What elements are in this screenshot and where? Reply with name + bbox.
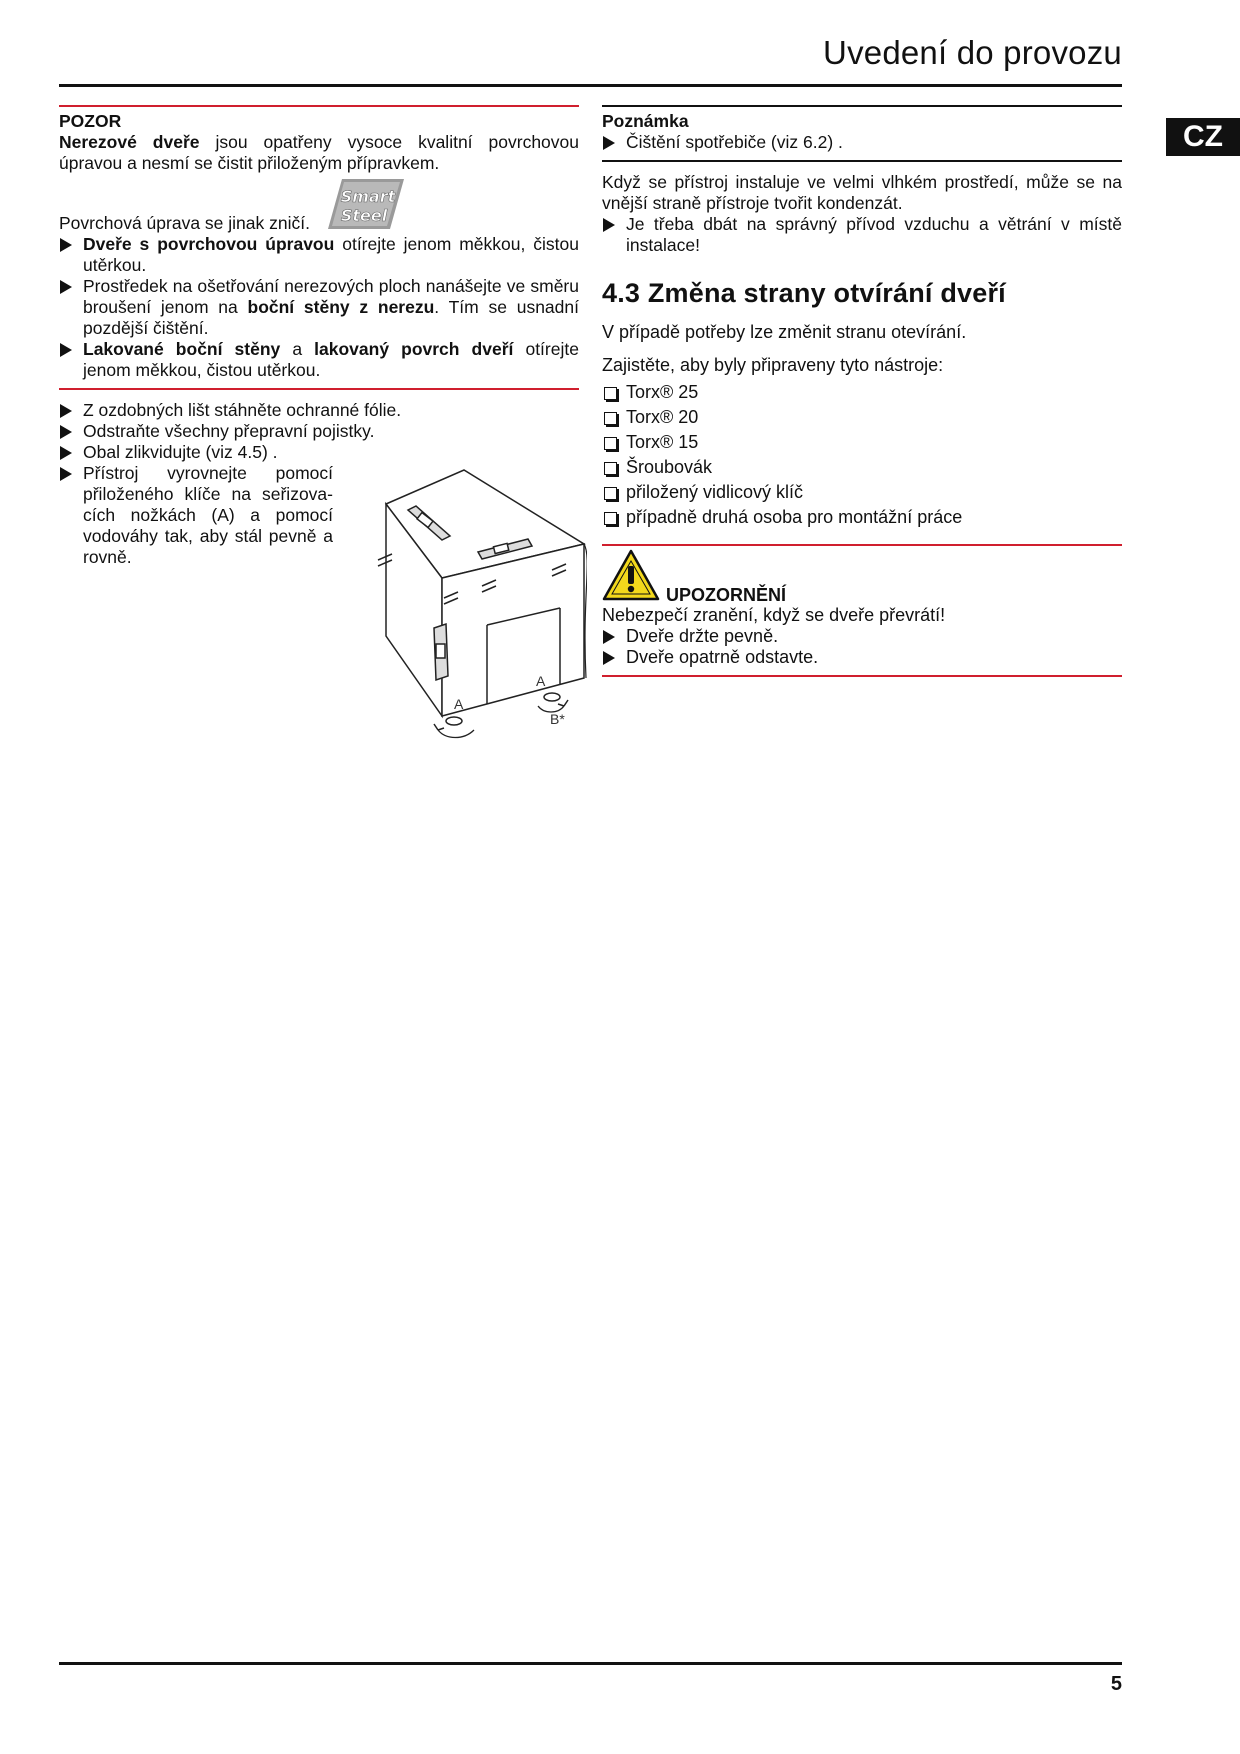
checkbox-icon bbox=[604, 512, 617, 525]
caution-text-rest: jsou opatřeny vysoce kvalitní povrchovou úpravou a nesmí se čistit přiloženým přípravkem. bbox=[59, 132, 579, 173]
caution-list-block bbox=[59, 213, 579, 381]
item-text: Přístroj vyrovnejte pomocí přiloženého klíče na seřizova-cích nožkách (A) a pomocí vodováhy tak, aby stál pevně a rovně. bbox=[83, 463, 333, 567]
smart-logo-line1: Smart bbox=[340, 187, 396, 206]
bullet-arrow-icon bbox=[60, 238, 72, 252]
list-item bbox=[59, 339, 579, 381]
item-bold: boční stěny z nerezu bbox=[247, 297, 435, 317]
item-text: otírejte jenom měkkou, čistou utěrkou. bbox=[83, 234, 579, 275]
item-text: Dveře držte pevně. bbox=[626, 626, 779, 646]
checkbox-icon bbox=[604, 387, 617, 400]
item-text: otírejte jenom měkkou, čistou utěrkou. bbox=[83, 339, 579, 380]
caution-bottom-rule bbox=[59, 388, 579, 390]
section-intro: V případě potřeby lze změnit stranu otevírání. bbox=[602, 322, 967, 342]
tools-block bbox=[602, 380, 1122, 530]
caution-block bbox=[59, 111, 579, 174]
foot-label-a-left: A bbox=[454, 696, 464, 712]
item-text: Odstraňte všechny přepravní pojistky. bbox=[83, 421, 375, 441]
list-item bbox=[602, 380, 1122, 405]
list-item bbox=[59, 400, 579, 421]
list-item bbox=[59, 463, 333, 568]
foot-label-a-right: A bbox=[536, 673, 546, 689]
list-item bbox=[602, 132, 1122, 153]
humidity-list bbox=[602, 214, 1122, 256]
list-item bbox=[602, 647, 1122, 668]
list-item bbox=[602, 480, 1122, 505]
note-list bbox=[602, 132, 1122, 153]
humidity-text: Když se přístroj instaluje ve velmi vlhkém prostředí, může se na vnější straně přístroje tvořit kondenzát. bbox=[602, 172, 1122, 213]
language-tab: CZ bbox=[1166, 118, 1240, 156]
checkbox-icon bbox=[604, 437, 617, 450]
item-text: Prostředek na ošetřování nerezových ploch nanášejte ve směru broušení jenom na bbox=[83, 276, 579, 317]
item-text: Torx® 20 bbox=[626, 407, 699, 427]
item-text: Dveře opatrně odstavte. bbox=[626, 647, 819, 667]
checkbox-icon bbox=[604, 412, 617, 425]
caution-consequence: Povrchová úprava se jinak zničí. bbox=[59, 213, 310, 233]
section-heading: 4.3 Změna strany otvírání dveří bbox=[602, 278, 1006, 308]
checkbox-icon bbox=[604, 487, 617, 500]
item-text: případně druhá osoba pro montážní práce bbox=[626, 507, 963, 527]
list-item bbox=[59, 276, 579, 339]
caution-label: POZOR bbox=[59, 111, 122, 131]
humidity-block bbox=[602, 172, 1122, 256]
page-title: Uvedení do provozu bbox=[823, 34, 1122, 71]
item-text: Šroubovák bbox=[626, 457, 713, 477]
list-item bbox=[602, 214, 1122, 256]
item-text: Je třeba dbát na správný přívod vzduchu a větrání v místě instalace! bbox=[626, 214, 1122, 255]
page-number: 5 bbox=[1110, 1673, 1122, 1695]
leveling-illustration bbox=[372, 468, 587, 763]
bullet-arrow-icon bbox=[60, 280, 72, 294]
warning-bottom-rule bbox=[602, 675, 1122, 677]
item-text: Z ozdobných lišt stáhněte ochranné fólie. bbox=[83, 400, 402, 420]
note-bottom-rule bbox=[602, 160, 1122, 162]
list-item bbox=[602, 405, 1122, 430]
item-text: Torx® 25 bbox=[626, 382, 699, 402]
item-bold: Dveře s povrchovou úpravou bbox=[83, 234, 335, 254]
bullet-arrow-icon bbox=[60, 425, 72, 439]
list-item bbox=[59, 234, 579, 276]
bullet-arrow-icon bbox=[60, 343, 72, 357]
warning-text: Nebezpečí zranění, když se dveře převrátí! bbox=[602, 605, 946, 625]
item-text: a bbox=[280, 339, 315, 359]
item-bold: Lakované boční stěny bbox=[83, 339, 281, 359]
warning-block bbox=[602, 605, 1122, 668]
caution-list bbox=[59, 234, 579, 381]
foot-label-b: B* bbox=[550, 711, 565, 727]
caution-text bbox=[59, 132, 579, 174]
item-text: přiložený vidlicový klíč bbox=[626, 482, 804, 502]
note-label: Poznámka bbox=[602, 111, 689, 131]
bullet-arrow-icon bbox=[603, 136, 615, 150]
smart-logo-line2: Steel bbox=[340, 206, 388, 225]
bullet-arrow-icon bbox=[603, 651, 615, 665]
footer-rule bbox=[59, 1662, 1122, 1665]
caution-text-bold: Nerezové dveře bbox=[59, 132, 200, 152]
tools-list bbox=[602, 380, 1122, 530]
list-item bbox=[602, 505, 1122, 530]
list-item bbox=[602, 430, 1122, 455]
item-text: Torx® 15 bbox=[626, 432, 699, 452]
bullet-arrow-icon bbox=[60, 446, 72, 460]
list-item bbox=[602, 626, 1122, 647]
item-bold: lakovaný povrch dveří bbox=[314, 339, 514, 359]
item-text: Čištění spotřebiče (viz 6.2) . bbox=[626, 132, 843, 152]
checkbox-icon bbox=[604, 462, 617, 475]
header-rule bbox=[59, 84, 1122, 87]
note-top-rule bbox=[602, 105, 1122, 107]
bullet-arrow-icon bbox=[60, 467, 72, 481]
list-item bbox=[59, 442, 579, 463]
caution-top-rule bbox=[59, 105, 579, 107]
warning-label: UPOZORNĚNÍ bbox=[666, 585, 787, 605]
list-item bbox=[602, 455, 1122, 480]
warning-list bbox=[602, 626, 1122, 668]
tools-intro: Zajistěte, aby byly připraveny tyto nástroje: bbox=[602, 355, 944, 375]
warning-triangle-icon bbox=[602, 549, 660, 606]
note-block bbox=[602, 111, 1122, 153]
warning-top-rule bbox=[602, 544, 1122, 546]
list-item bbox=[59, 421, 579, 442]
bullet-arrow-icon bbox=[60, 404, 72, 418]
item-text: . Tím se usnadní pozdější čištění. bbox=[83, 297, 579, 338]
item-text: Obal zlikvidujte (viz 4.5) . bbox=[83, 442, 278, 462]
bullet-arrow-icon bbox=[603, 630, 615, 644]
bullet-arrow-icon bbox=[603, 218, 615, 232]
